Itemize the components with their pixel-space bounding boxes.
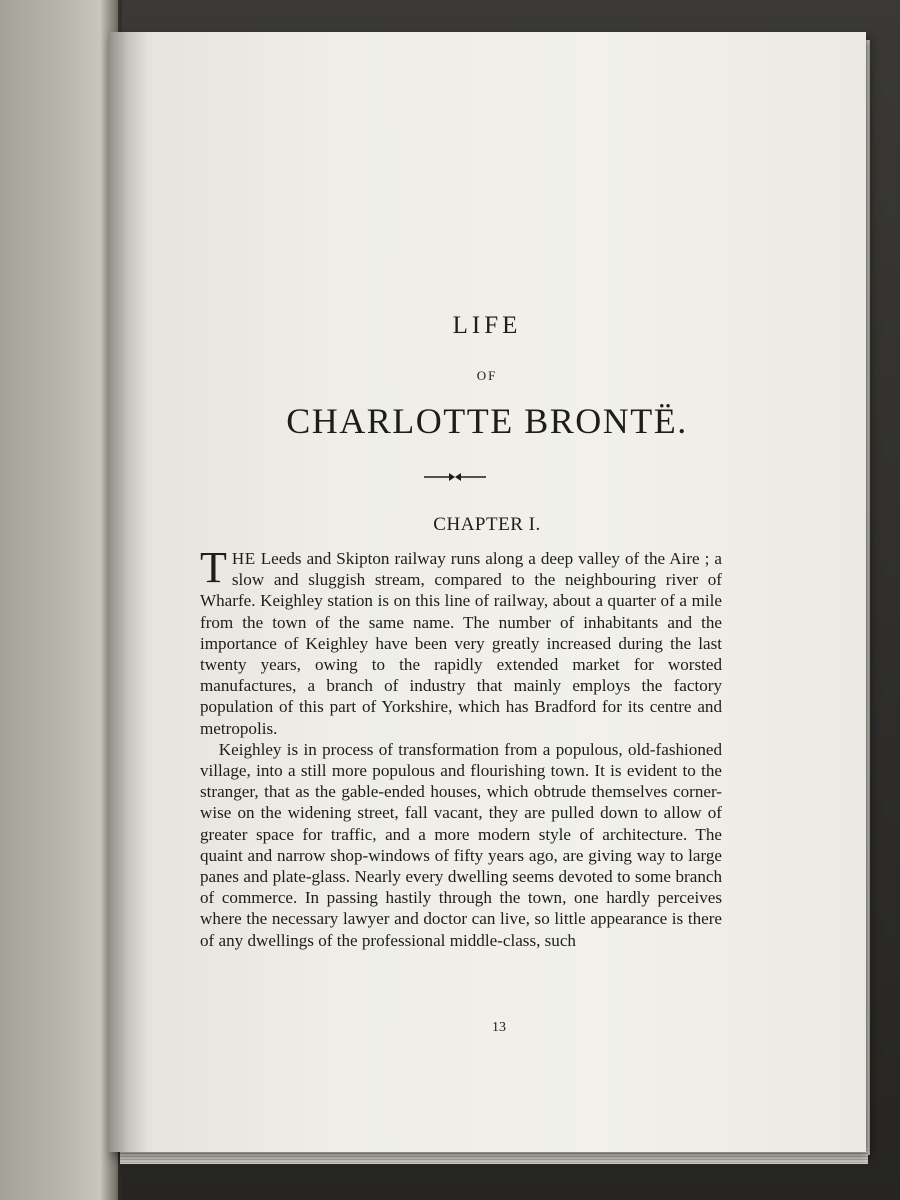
title-line-name: CHARLOTTE BRONTË. <box>286 401 688 441</box>
title-line-life: LIFE <box>452 312 522 339</box>
paragraph <box>200 739 722 951</box>
paragraph-2-text: Keighley is in process of transformation from a populous, old-fashioned village, into a still more populous and flourishing town. It is evident to the stranger, that as the gable-ended houses, which obtrude themselves corner-wise on the widening street, fall vacant, they are pulled down to allow of greater space for traffic, and a more modern style of architecture. The quaint and narrow shop-windows of fifty years ago, are giving way to large panes and plate-glass. Nearly every dwelling seems devoted to some branch of commerce. In passing hastily through the town, one hardly perceives where the necessary lawyer and doctor can live, so little appearance is there of any dwellings of the professional middle-class, such <box>200 739 722 950</box>
ornamental-rule-icon <box>422 470 488 484</box>
drop-cap: T <box>200 543 227 592</box>
first-word-rest: HE <box>231 549 256 568</box>
gutter-shadow <box>108 32 148 1152</box>
body-text <box>200 543 722 951</box>
chapter-heading: CHAPTER I. <box>433 514 541 535</box>
paragraph <box>200 543 722 739</box>
paragraph-1-text: Leeds and Skipton railway runs along a deep valley of the Aire ; a slow and sluggish stream, compared to the neighbouring river of Wharfe. Keighley station is on this line of railway, about a quarter of a mile from the town of the same name. The number of inhabitants and the importance of Keighley have been very greatly increased during the last twenty years, owing to the rapidly extended market for worsted manufactures, a branch of industry that mainly employs the factory population of this part of Yorkshire, which has Bradford for its centre and metropolis. <box>200 549 722 738</box>
title-line-of: OF <box>476 368 498 383</box>
page-number: 13 <box>492 1020 506 1035</box>
